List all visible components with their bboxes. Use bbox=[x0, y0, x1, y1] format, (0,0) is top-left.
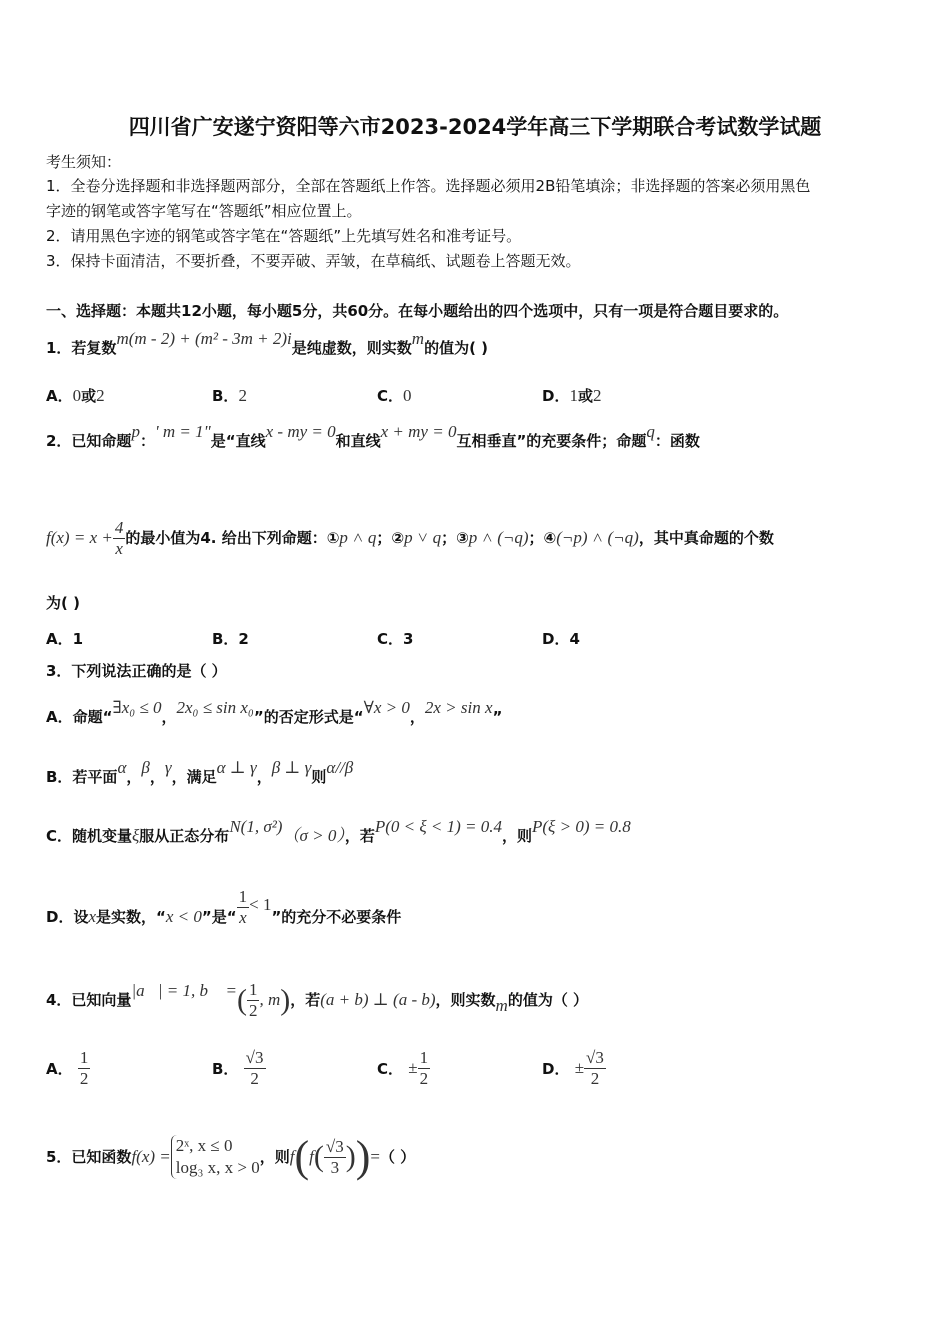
text-fragment: 2x > sin x bbox=[424, 698, 493, 717]
text-fragment: x - my = 0 bbox=[265, 422, 336, 441]
text-fragment: ；④ bbox=[528, 529, 557, 547]
text-fragment: ， bbox=[149, 768, 165, 786]
text-fragment: （σ > 0） bbox=[282, 826, 345, 845]
text-fragment: （ ） bbox=[380, 1148, 416, 1166]
text-fragment: < 1 bbox=[249, 895, 272, 914]
text-fragment: 2 bbox=[250, 1069, 259, 1088]
text-fragment: x + my = 0 bbox=[380, 422, 457, 441]
text-fragment: = bbox=[370, 1147, 380, 1166]
text-fragment: 1 bbox=[79, 1048, 89, 1067]
q1-option-a bbox=[46, 385, 105, 406]
notice-item: 字迹的钢笔或答字笔写在“答题纸”相应位置上。 bbox=[46, 202, 362, 220]
page-title: 四川省广安遂宁资阳等六市2023-2024学年高三下学期联合考试数学试题 bbox=[128, 115, 822, 139]
text-fragment: ± bbox=[574, 1058, 585, 1077]
q4-option-d bbox=[542, 1048, 606, 1089]
text-fragment: 4 bbox=[114, 518, 124, 537]
text-fragment: α ⊥ γ bbox=[216, 758, 257, 777]
text-fragment: B． bbox=[212, 387, 239, 405]
text-fragment: 则 bbox=[311, 768, 327, 786]
text-fragment: ， bbox=[409, 708, 425, 726]
text-fragment: f bbox=[289, 1147, 295, 1166]
fraction bbox=[237, 887, 250, 928]
fraction bbox=[247, 980, 260, 1021]
text-fragment: 互相垂直”的充要条件；命题 bbox=[456, 432, 647, 450]
q2-option-b: B．2 bbox=[212, 630, 249, 648]
text-fragment: C． bbox=[377, 387, 404, 405]
text-fragment: x bbox=[115, 539, 123, 558]
text-fragment: 0 bbox=[403, 386, 412, 405]
q1-option-c bbox=[377, 385, 412, 406]
text-fragment: ，则 bbox=[502, 827, 533, 845]
question-2-cont bbox=[46, 518, 774, 559]
text-fragment: √3 bbox=[245, 1048, 264, 1067]
q1-option-d bbox=[542, 385, 601, 406]
q1-suffix: 的值为( ) bbox=[424, 339, 489, 357]
text-fragment: A． bbox=[46, 387, 73, 405]
text-fragment: ”是“ bbox=[201, 908, 237, 926]
text-fragment: ' m = 1" bbox=[154, 422, 211, 441]
text-fragment: C． bbox=[377, 1060, 404, 1078]
text-fragment: x < 0 bbox=[165, 907, 202, 926]
text-fragment: ， bbox=[256, 768, 272, 786]
text-fragment: ∃x₀ ≤ 0 bbox=[112, 698, 162, 717]
q2-option-d: D．4 bbox=[542, 630, 580, 648]
question-4 bbox=[46, 980, 588, 1021]
text-fragment: 2 bbox=[590, 1069, 600, 1088]
question-5 bbox=[46, 1132, 416, 1181]
text-fragment: q bbox=[646, 422, 655, 441]
text-fragment: 1 bbox=[569, 386, 578, 405]
q1-prefix: 1．若复数 bbox=[46, 339, 117, 357]
text-fragment: 的最小值为4. 给出下列命题：① bbox=[125, 529, 340, 547]
text-fragment: (a + b) ⊥ (a - b) bbox=[320, 990, 436, 1009]
text-fragment: 2ˣ, x ≤ 0 bbox=[175, 1136, 233, 1155]
math-bracket: ( bbox=[313, 1140, 324, 1173]
text-fragment: 和直线 bbox=[335, 432, 381, 450]
text-fragment: ”的充分不必要条件 bbox=[271, 908, 402, 926]
text-fragment: 是“直线 bbox=[210, 432, 266, 450]
text-fragment: f(x) = bbox=[131, 1147, 171, 1166]
text-fragment: |a⃗| = 1, b⃗ = bbox=[131, 981, 237, 1000]
text-fragment: ”的否定形式是“ bbox=[253, 708, 364, 726]
text-fragment: 2 bbox=[248, 1001, 258, 1020]
text-fragment: x bbox=[239, 908, 247, 927]
fraction bbox=[584, 1048, 606, 1089]
notice-heading: 考生须知： bbox=[46, 153, 122, 171]
text-fragment: D． bbox=[542, 1060, 570, 1078]
text-fragment: 5．已知函数 bbox=[46, 1148, 132, 1166]
fraction bbox=[324, 1137, 346, 1178]
text-fragment: ， bbox=[161, 708, 177, 726]
text-fragment: 1 bbox=[419, 1048, 429, 1067]
text-fragment: 1 bbox=[238, 887, 248, 906]
text-fragment: 2 bbox=[79, 1069, 89, 1088]
text-fragment: B． bbox=[212, 1060, 239, 1078]
q2-option-a: A．1 bbox=[46, 630, 84, 648]
text-fragment: 1 bbox=[248, 980, 258, 999]
q2-option-c: C．3 bbox=[377, 630, 414, 648]
text-fragment: ；③ bbox=[441, 529, 469, 547]
text-fragment: f bbox=[309, 1147, 314, 1166]
q4-option-a bbox=[46, 1048, 90, 1089]
text-fragment: √3 bbox=[586, 1048, 604, 1067]
text-fragment: ： bbox=[139, 432, 155, 450]
question-2 bbox=[46, 422, 700, 451]
text-fragment: 的值为（ ） bbox=[507, 991, 589, 1009]
fraction bbox=[244, 1048, 266, 1089]
text-fragment: ， bbox=[126, 768, 142, 786]
text-fragment: 2 bbox=[419, 1069, 429, 1088]
text-fragment: P(ξ > 0) = 0.8 bbox=[532, 817, 631, 836]
text-fragment: β bbox=[141, 758, 150, 777]
text-fragment: 2．已知命题 bbox=[46, 432, 132, 450]
text-fragment: ，若 bbox=[290, 991, 321, 1009]
text-fragment: 2 bbox=[592, 386, 602, 405]
text-fragment: 2 bbox=[96, 386, 105, 405]
text-fragment: 或 bbox=[81, 387, 97, 405]
text-fragment: 0 bbox=[72, 386, 82, 405]
text-fragment: ξ bbox=[132, 826, 140, 845]
fraction bbox=[113, 518, 126, 559]
text-fragment: 是实数，“ bbox=[96, 908, 166, 926]
fraction bbox=[78, 1048, 91, 1089]
text-fragment: ，满足 bbox=[171, 768, 217, 786]
text-fragment: ” bbox=[492, 708, 503, 726]
text-fragment: p ˄ (¬q) bbox=[468, 528, 529, 547]
text-fragment: 2x₀ ≤ sin x₀ bbox=[176, 698, 254, 717]
text-fragment: ，其中真命题的个数 bbox=[638, 529, 774, 547]
text-fragment: ，则 bbox=[259, 1148, 290, 1166]
q1-option-b bbox=[212, 385, 247, 406]
q3-option-a bbox=[46, 698, 503, 727]
q3-option-d bbox=[46, 887, 402, 938]
math-bracket: ) bbox=[280, 983, 291, 1017]
text-fragment: f(x) = x + bbox=[46, 528, 113, 547]
text-fragment: 或 bbox=[577, 387, 593, 405]
section-heading: 一、选择题：本题共12小题，每小题5分，共60分。在每小题给出的四个选项中，只有一项是符合题目要求的。 bbox=[46, 302, 789, 320]
math-bracket: ) bbox=[345, 1140, 356, 1173]
text-fragment: β ⊥ γ bbox=[271, 758, 312, 777]
text-fragment: N(1, σ²) bbox=[229, 817, 283, 836]
text-fragment: 4．已知向量 bbox=[46, 991, 132, 1009]
text-fragment: √3 bbox=[325, 1136, 344, 1156]
q3-option-b bbox=[46, 758, 354, 787]
text-fragment: D． bbox=[542, 387, 570, 405]
text-fragment: ，则实数 bbox=[435, 991, 496, 1009]
text-fragment: α//β bbox=[326, 758, 354, 777]
text-fragment: A． bbox=[46, 1060, 73, 1078]
question-3: 3．下列说法正确的是（ ） bbox=[46, 662, 227, 680]
notice-item: 3．保持卡面清洁，不要折叠，不要弄破、弄皱，在草稿纸、试题卷上答题无效。 bbox=[46, 252, 581, 270]
text-fragment: ，若 bbox=[344, 827, 375, 845]
text-fragment: (¬p) ˄ (¬q) bbox=[556, 528, 639, 547]
text-fragment: , m bbox=[259, 990, 281, 1009]
text-fragment: ：函数 bbox=[654, 432, 700, 450]
math-bracket: ( bbox=[294, 1132, 310, 1181]
question-2-end: 为( ) bbox=[46, 594, 80, 612]
q1-var: m bbox=[411, 329, 425, 348]
q1-expression: m(m - 2) + (m² - 3m + 2)i bbox=[116, 329, 292, 348]
text-fragment: γ bbox=[164, 758, 172, 777]
notice-item: 1．全卷分选择题和非选择题两部分，全部在答题纸上作答。选择题必须用2B铅笔填涂；非选择题的答案必须用黑色 bbox=[46, 177, 811, 195]
notice-item: 2．请用黑色字迹的钢笔或答字笔在“答题纸”上先填写姓名和准考证号。 bbox=[46, 227, 522, 245]
text-fragment: 2 bbox=[238, 386, 247, 405]
text-fragment: m bbox=[495, 996, 508, 1015]
text-fragment: ± bbox=[408, 1058, 418, 1077]
text-fragment: ∀x > 0 bbox=[363, 698, 410, 717]
text-fragment: B．若平面 bbox=[46, 768, 118, 786]
q4-option-b bbox=[212, 1048, 266, 1089]
text-fragment: p ˅ q bbox=[404, 528, 442, 547]
text-fragment: C．随机变量 bbox=[46, 827, 133, 845]
text-fragment: D．设 bbox=[46, 908, 89, 926]
text-fragment: p ˄ q bbox=[339, 528, 377, 547]
text-fragment: log₃ x, x > 0 bbox=[175, 1158, 260, 1177]
piecewise-cases bbox=[171, 1135, 260, 1179]
text-fragment: A．命题“ bbox=[46, 708, 113, 726]
q1-text: 是纯虚数，则实数 bbox=[291, 339, 412, 357]
fraction bbox=[418, 1048, 431, 1089]
text-fragment: α bbox=[117, 758, 127, 777]
q3-option-c bbox=[46, 817, 631, 846]
text-fragment: p bbox=[131, 422, 140, 441]
text-fragment: P(0 < ξ < 1) = 0.4 bbox=[374, 817, 502, 836]
text-fragment: x bbox=[88, 907, 96, 926]
text-fragment: 3 bbox=[330, 1157, 340, 1177]
math-bracket: ( bbox=[236, 983, 247, 1017]
text-fragment: ；② bbox=[376, 529, 405, 547]
math-bracket: ) bbox=[355, 1132, 371, 1181]
question-1 bbox=[46, 329, 489, 358]
text-fragment: 服从正态分布 bbox=[139, 827, 230, 845]
q4-option-c bbox=[377, 1048, 430, 1089]
